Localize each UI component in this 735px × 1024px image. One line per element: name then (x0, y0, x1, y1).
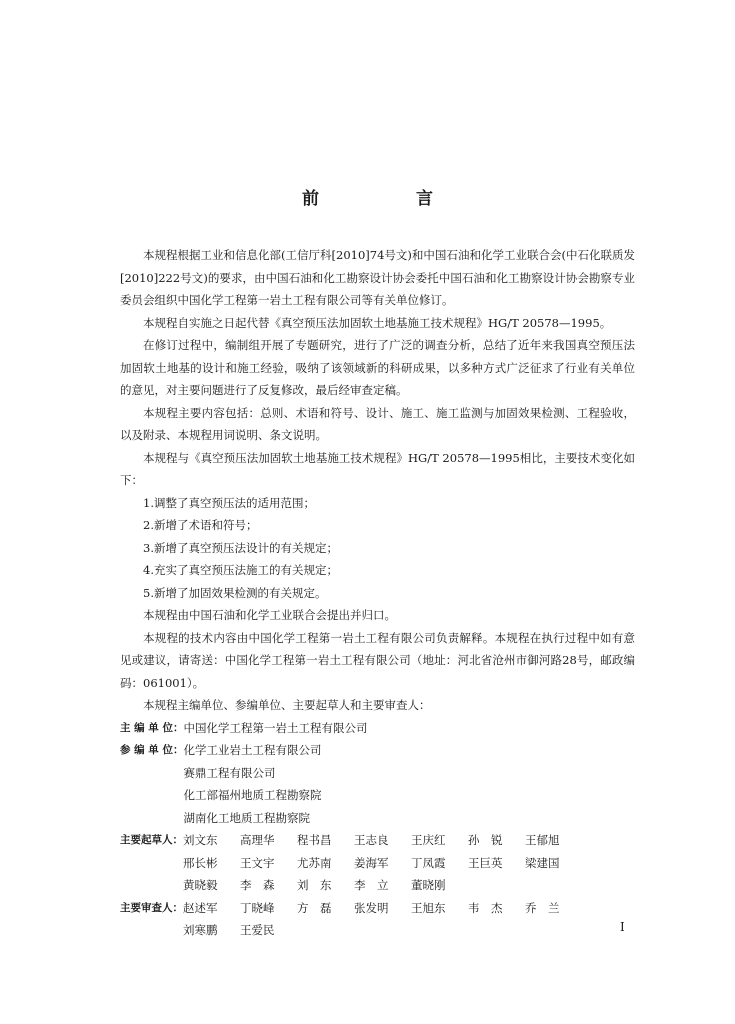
person-name: 王庆红 (411, 833, 446, 847)
person-name: 董晓刚 (411, 878, 446, 892)
participating-units-list (183, 739, 635, 829)
person-name: 梁建国 (525, 855, 560, 870)
drafters-row (120, 829, 635, 897)
person-name: 乔 兰 (525, 900, 560, 915)
paragraph: 本规程根据工业和信息化部(工信厅科[2010]74号文)和中国石油和化学工业联合会(中石化联质发[2010]222号文)的要求，由中国石油和化工勘察设计协会委托中国石油和化工勘察设计协会勘察专业委员会组织中国化学工程第一岩土工程有限公司等有关单位修订。 (120, 248, 635, 307)
paragraph: 本规程由中国石油和化学工业联合会提出并归口。 (143, 608, 396, 622)
list-item: 2.新增了术语和符号； (143, 518, 258, 532)
person-name: 程书昌 (297, 833, 332, 847)
person-name: 姜海军 (354, 855, 389, 870)
participating-units-row (120, 739, 635, 829)
chief-unit-row (120, 717, 635, 740)
paragraph: 本规程自实施之日起代替《真空预压法加固软土地基施工技术规程》HG/T 20578—1995。 (143, 315, 612, 330)
paragraph: 在修订过程中，编制组开展了专题研究，进行了广泛的调查分析，总结了近年来我国真空预压法加固软土地基的设计和施工经验，吸纳了该领域新的科研成果，以多种方式广泛征求了行业有关单位的意见，对主要问题进行了反复修改，最后经审查定稿。 (120, 338, 635, 397)
person-name: 邢长彬 (183, 855, 218, 870)
list-item: 1.调整了真空预压法的适用范围； (143, 495, 315, 510)
person-name: 丁凤霞 (411, 855, 446, 870)
person-name: 刘文东 (183, 833, 218, 847)
person-name: 王旭东 (411, 900, 446, 915)
reviewers-row (120, 897, 635, 942)
person-name: 王郁旭 (525, 833, 560, 847)
credits-block (120, 717, 635, 942)
paragraph: 本规程的技术内容由中国化学工程第一岩土工程有限公司负责解释。本规程在执行过程中如有意见或建议，请寄送：中国化学工程第一岩土工程有限公司（地址：河北省沧州市御河路28号，邮政编码：061001）。 (120, 630, 635, 690)
paragraph: 本规程主要内容包括：总则、术语和符号、设计、施工、施工监测与加固效果检测、工程验收，以及附录、本规程用词说明、条文说明。 (120, 405, 635, 442)
person-name: 王爱民 (240, 923, 275, 937)
page-title: 前 言 (302, 189, 473, 209)
reviewers-list (183, 897, 635, 942)
person-name: 方 磊 (297, 900, 332, 915)
list-item: 4.充实了真空预压法施工的有关规定； (143, 563, 338, 577)
person-name: 刘 东 (297, 878, 332, 892)
person-name: 韦 杰 (468, 900, 503, 915)
person-name: 刘寒鹏 (183, 923, 218, 937)
person-name: 尤苏南 (297, 855, 332, 870)
list-item: 化学工业岩土工程有限公司 (183, 743, 322, 757)
person-name: 王文宇 (240, 855, 275, 870)
list-item: 5.新增了加固效果检测的有关规定。 (143, 585, 327, 600)
list-item: 3.新增了真空预压法设计的有关规定； (143, 540, 338, 555)
person-name: 丁晓峰 (240, 900, 275, 915)
drafters-label: 主要起草人： (120, 834, 183, 846)
person-name: 王巨英 (468, 855, 503, 870)
page-number: I (620, 920, 625, 934)
participating-units-label: 参 编 单 位： (120, 744, 184, 756)
person-name: 高理华 (240, 833, 275, 847)
person-name: 孙 锐 (468, 833, 503, 847)
paragraph: 本规程主编单位、参编单位、主要起草人和主要审查人： (143, 698, 431, 712)
person-name: 王志良 (354, 833, 389, 847)
preface-body (120, 244, 635, 942)
reviewers-label: 主要审查人： (120, 901, 183, 914)
list-item: 赛鼎工程有限公司 (183, 765, 276, 780)
person-name: 李 森 (240, 878, 275, 892)
chief-unit-label: 主 编 单 位： (120, 721, 184, 734)
paragraph: 本规程与《真空预压法加固软土地基施工技术规程》HG/T 20578—1995相比，主要技术变化如下： (120, 450, 635, 487)
chief-unit-value: 中国化学工程第一岩土工程有限公司 (183, 720, 368, 735)
person-name: 李 立 (354, 878, 389, 892)
person-name: 赵述军 (183, 900, 218, 915)
drafters-list (183, 829, 635, 897)
person-name: 张发明 (354, 900, 389, 915)
list-item: 化工部福州地质工程勘察院 (183, 788, 322, 802)
list-item: 湖南化工地质工程勘察院 (183, 810, 310, 825)
person-name: 黄晓毅 (183, 878, 218, 892)
